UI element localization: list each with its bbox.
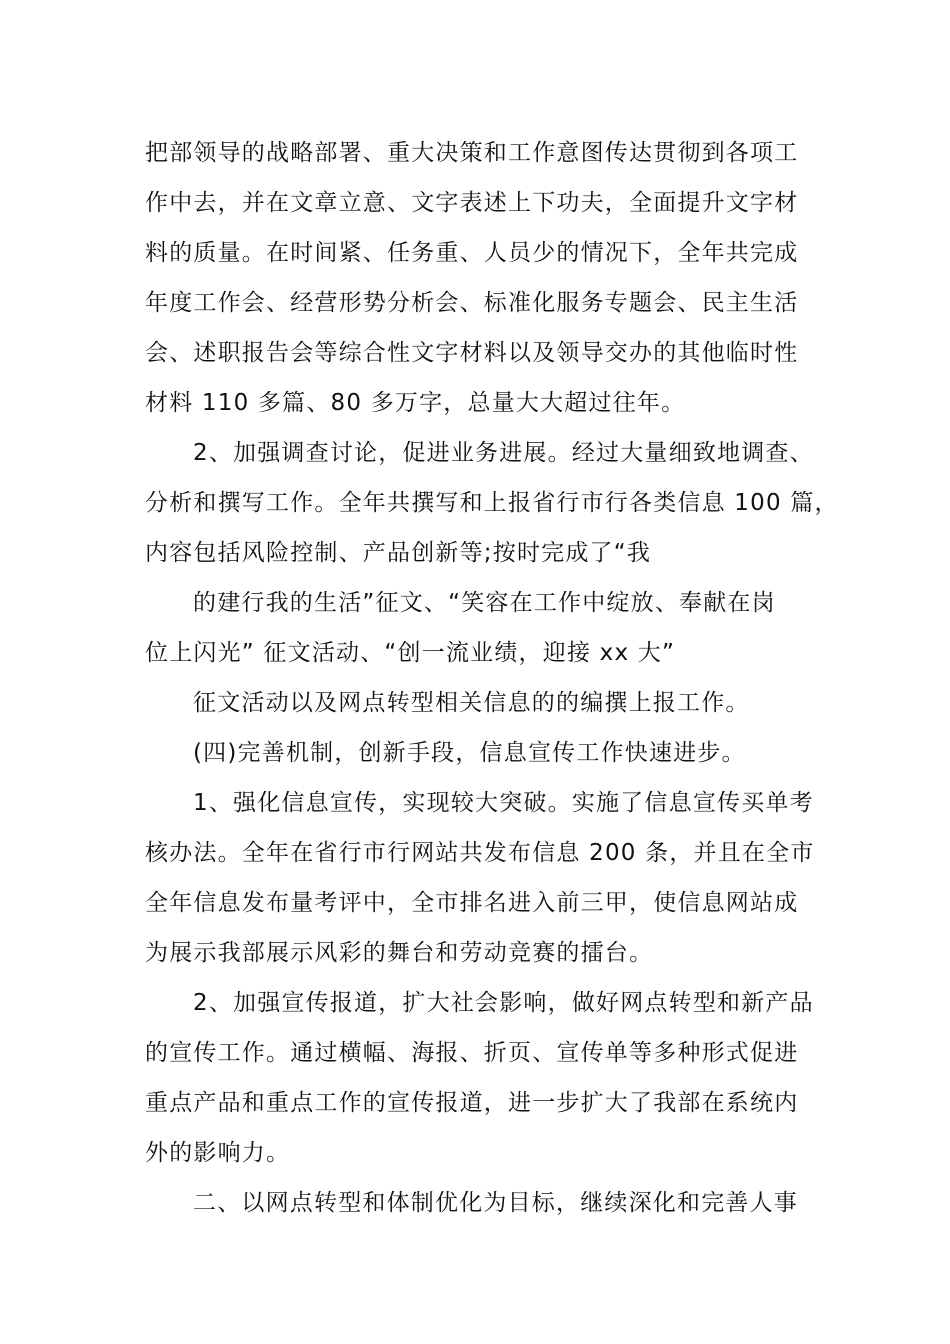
text-line: 二、以网点转型和体制优化为目标，继续深化和完善人事 <box>193 1190 798 1216</box>
body-text <box>145 128 839 1228</box>
text-line: 料的质量。在时间紧、任务重、人员少的情况下，全年共完成 <box>145 240 799 266</box>
text-line: 全年信息发布量考评中，全市排名进入前三甲，使信息网站成 <box>145 890 799 916</box>
text-line: 位上闪光” 征文活动、“创一流业绩，迎接 xx 大” <box>145 640 676 666</box>
text-line: 材料 110 多篇、80 多万字，总量大大超过往年。 <box>145 390 686 416</box>
text-line: (四)完善机制，创新手段，信息宣传工作快速进步。 <box>193 740 746 766</box>
text-line: 会、述职报告会等综合性文字材料以及领导交办的其他临时性 <box>145 340 799 366</box>
text-line: 分析和撰写工作。全年共撰写和上报省行市行各类信息 100 篇， <box>145 490 839 516</box>
text-line: 内容包括风险控制、产品创新等;按时完成了“我 <box>145 540 652 566</box>
text-line: 把部领导的战略部署、重大决策和工作意图传达贯彻到各项工 <box>145 140 799 166</box>
text-line: 为展示我部展示风彩的舞台和劳动竞赛的擂台。 <box>145 940 654 966</box>
text-line: 外的影响力。 <box>145 1140 291 1166</box>
text-line: 作中去，并在文章立意、文字表述上下功夫，全面提升文字材 <box>145 190 799 216</box>
text-line: 1、强化信息宣传，实现较大突破。实施了信息宣传买单考 <box>193 790 814 816</box>
text-line: 年度工作会、经营形势分析会、标准化服务专题会、民主生活 <box>145 290 799 316</box>
text-line: 重点产品和重点工作的宣传报道，进一步扩大了我部在系统内 <box>145 1090 799 1116</box>
text-line: 的建行我的生活”征文、“笑容在工作中绽放、奉献在岗 <box>193 590 776 616</box>
text-line: 的宣传工作。通过横幅、海报、折页、宣传单等多种形式促进 <box>145 1040 799 1066</box>
text-line: 征文活动以及网点转型相关信息的的编撰上报工作。 <box>193 690 750 716</box>
text-line: 2、加强宣传报道，扩大社会影响，做好网点转型和新产品 <box>193 990 814 1016</box>
text-line: 2、加强调查讨论，促进业务进展。经过大量细致地调查、 <box>193 440 814 466</box>
text-line: 核办法。全年在省行市行网站共发布信息 200 条，并且在全市 <box>145 840 815 866</box>
